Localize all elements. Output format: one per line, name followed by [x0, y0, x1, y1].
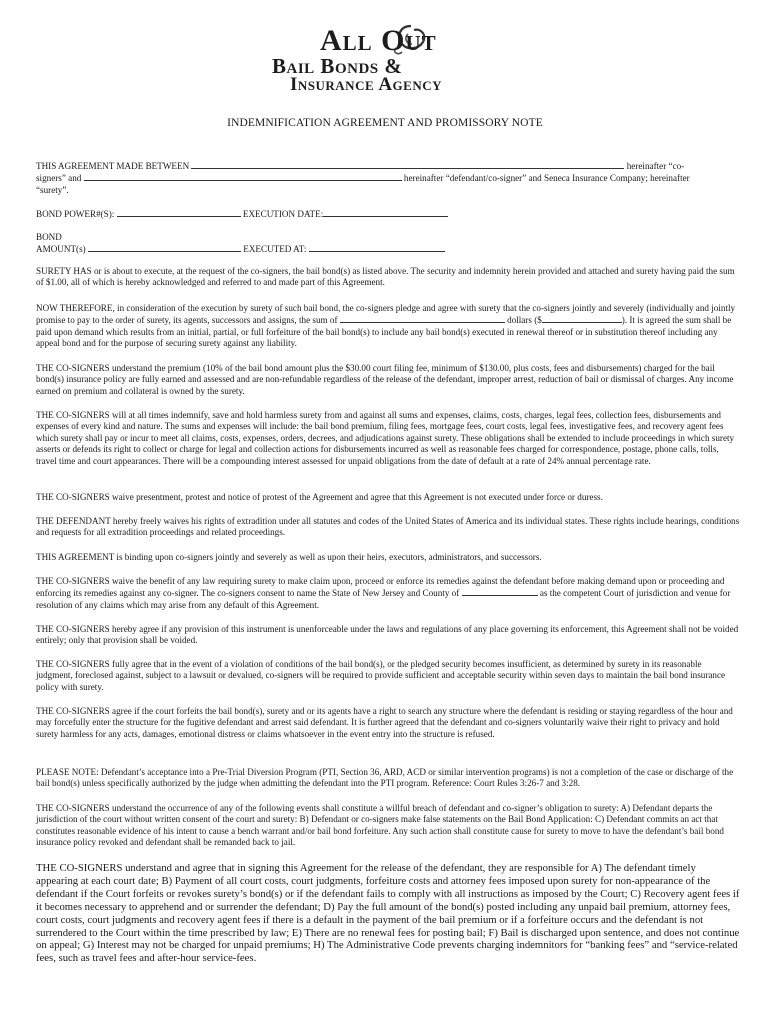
p2-text-b: dollars [507, 315, 532, 326]
defendant-text: hereinafter “defendant/co-signer” and Seneca Insurance Company; hereinafter [403, 173, 690, 184]
execution-date-field[interactable] [323, 208, 448, 217]
county-field[interactable] [462, 587, 538, 596]
p2-text-c: ($ [534, 315, 542, 326]
paragraph-please-note: PLEASE NOTE: Defendant’s acceptance into a Pre-Trial Diversion Program (PTI, Section 36, ARD, ACD or similar intervention programs) is not a completion of the case or discharge of the bail bond(s) unless specifically authorized by the judge when admitting the defendant into the PTI program. Reference: Court Rules 3:26-7 and 3:28. [36, 767, 734, 789]
paragraph-security: THE CO-SIGNERS fully agree that in the event of a violation of conditions of the bail bond(s), or the pledged security becomes insufficient, as determined by surety in its reasonable judgment, foreclosed against, subject to a lawsuit or devalued, co-signers will be required to provide sufficient and acceptable security within seven days to maintain the bail bond insurance policy with surety. [36, 659, 726, 692]
bond-power-field[interactable] [117, 208, 241, 217]
amount-label: AMOUNT(s) [36, 244, 86, 255]
bond-amount-row [36, 232, 740, 256]
bond-amount-field[interactable] [88, 243, 241, 252]
bond-power-label: BOND POWER#(S): [36, 209, 115, 219]
paragraph-unenforceable: THE CO-SIGNERS hereby agree if any provision of this instrument is unenforceable under the laws and regulations of any place governing its enforcement, this Agreement shall not be voided entirely; only that provision shall be voided. [36, 624, 739, 646]
bond-label: BOND [36, 232, 62, 242]
hereinafter-co-text: hereinafter “co- [626, 161, 685, 171]
paragraph-jurisdiction [36, 576, 740, 611]
paragraph-waive-presentment: THE CO-SIGNERS waive presentment, protest and notice of protest of the Agreement and agree that this Agreement is not executed under force or duress. [36, 492, 603, 502]
p8-text-a: THE CO-SIGNERS waive the benefit of any law requiring surety to make claim upon, proceed or enforce its remedies against the defendant before making demand upon or proceeding and enforcing its remedies against any co-signer. The co-signers consent to name the State of New Jersey and County of [36, 576, 725, 599]
paragraph-binding: THIS AGREEMENT is binding upon co-signers jointly and severely as well as upon their heirs, executors, administrators, and successors. [36, 552, 542, 562]
executed-at-field[interactable] [309, 243, 445, 252]
paragraph-breach: THE CO-SIGNERS understand the occurrence of any of the following events shall constitute a willful breach of defendant and co-signer’s obligation to surety: A) Defendant departs the jurisdiction of the court without written consent of the court and surety: B) Defendant or co-signers make false statements on the Bail Bond Application: C) Defendant commits an act that constitutes reasonable evidence of his intent to cause a bench warrant and/or bail bond forfeiture. Any such action shall constitute cause for surety to move to have the defendant’s bail bond insurance policy revoked and defendant shall be remanded back to jail. [36, 803, 724, 848]
p2-text-d: ). It is agreed the sum shall be paid upon demand which results from an initial, partial, or full forfeiture of the bail bond(s) to include any bail bond(s) executed in renewal thereof or in substitution thereof including any appeal bond and for the purpose of securing surety against any liability. [36, 315, 732, 349]
p8-text-b: as the competent Court of jurisdiction and venue for resolution of any claims which may arise from any default of this Agreement. [36, 588, 731, 610]
execution-date-label: EXECUTION DATE: [242, 209, 324, 219]
company-logo [270, 24, 510, 100]
logo-line-2: Bail Bonds & [272, 54, 403, 78]
paragraph-indemnify: THE CO-SIGNERS will at all times indemnify, save and hold harmless surety from and against all sums and expenses, claims, costs, charges, legal fees, collection fees, disbursements and expenses of every kind and nature. The sums and expenses will include: the bail bond premium, filing fees, mortgage fees, court costs, legal fees, investigative fees, and recovery agent fees which surety shall pay or incur to meet all claims, costs, expenses, orders, decrees, and adjudications against surety. These obligations shall be extended to include proceedings in which surety asserts or defends its right to collect or charge for legal and collection actions for disbursements incurred as well as reasonable fees charged for correspondence, postage, phone calls, tolls, travel time and court appearances. There will be a compounding interest assessed for unpaid obligations from the date of default at a rate of 24% annual percentage rate. [36, 410, 735, 466]
agreement-parties [36, 160, 740, 196]
between-label: THIS AGREEMENT MADE BETWEEN [36, 161, 190, 171]
bond-power-row [36, 208, 740, 220]
surety-text: “surety”. [36, 184, 69, 195]
sum-amount-field[interactable] [542, 314, 622, 323]
executed-at-label: EXECUTED AT: [243, 244, 307, 255]
co-signers-field[interactable] [191, 160, 624, 169]
logo-line-1: All Out [320, 24, 437, 57]
logo-line-3: Insurance Agency [290, 74, 442, 95]
paragraph-now-therefore [36, 303, 740, 350]
paragraph-surety: SURETY HAS or is about to execute, at the request of the co-signers, the bail bond(s) as listed above. The security and indemnity herein provided and attached and surety having paid the sum of $1.00, all of which is hereby acknowledged and referred to and made part of this Agreement. [36, 266, 735, 288]
p2-text-a: NOW THEREFORE, in consideration of the execution by surety of such bail bond, the co-signers pledge and agree with surety that the co-signers jointly and severely (individually and jointly promise to pay to the order of surety, its agents, successors and assigns, the sum of [36, 303, 736, 326]
signers-and-text: signers” and [36, 173, 82, 184]
document-title: INDEMNIFICATION AGREEMENT AND PROMISSORY NOTE [227, 117, 543, 129]
sum-words-field[interactable] [340, 314, 505, 323]
paragraph-search: THE CO-SIGNERS agree if the court forfeits the bail bond(s), surety and or its agents have a right to search any structure where the defendant is residing or staying regardless of the hour and may forcefully enter the structure for the fugitive defendant and arrest said defendant. It is further agreed that the defendant and co-signers voluntarily waive their right to privacy and hold surety harmless for any acts, damages, emotional distress or claims whatsoever in the event entry into the structure is refused. [36, 706, 733, 739]
paragraph-extradition: THE DEFENDANT hereby freely waives his rights of extradition under all statutes and codes of the United States of America and its individual states. These rights include hearings, conditions and requests for all extradition proceedings and related proceedings. [36, 516, 740, 538]
paragraph-premium: THE CO-SIGNERS understand the premium (10% of the bail bond amount plus the $30.00 court filing fee, minimum of $130.00, plus costs, fees and disbursements) charged for the bail bond(s) insurance policy are fully earned and assessed and are non-refundable regardless of the release of the defendant, improper arrest, reduction of bail or dismissal of charges. Any income earned on premium and collateral is owned by the surety. [36, 363, 734, 396]
paragraph-responsibilities: THE CO-SIGNERS understand and agree that in signing this Agreement for the release of the defendant, they are responsible for A) The defendant timely appearing at each court date; B) Payment of all court costs, court judgments, forfeiture costs and attorney fees imposed upon surety for non-appearance of the defendant if the Court forfeits or revokes surety’s bond(s) or if the defendant fails to comply with all instructions as imposed by the Court; C) Recovery agent fees if it becomes necessary to apprehend and or surrender the defendant; D) Pay the full amount of the bond(s) posted including any unpaid bail premium, attorney fees, court costs, court judgments and recovery agent fees if there is a default in the payment of the bail premium or if a forfeiture occurs and the defendant is not surrendered to the Court within the time prescribed by law; E) There are no renewal fees for posting bail; F) Bail is discharged upon sentence, and does not continue on appeal; G) Interest may not be charged for unpaid premiums; H) The Administrative Code prevents charging indemnitors for “banking fees” and “service-related fees, such as travel fees and after-hour service-fees. [36, 862, 740, 965]
defendant-field[interactable] [84, 172, 402, 181]
